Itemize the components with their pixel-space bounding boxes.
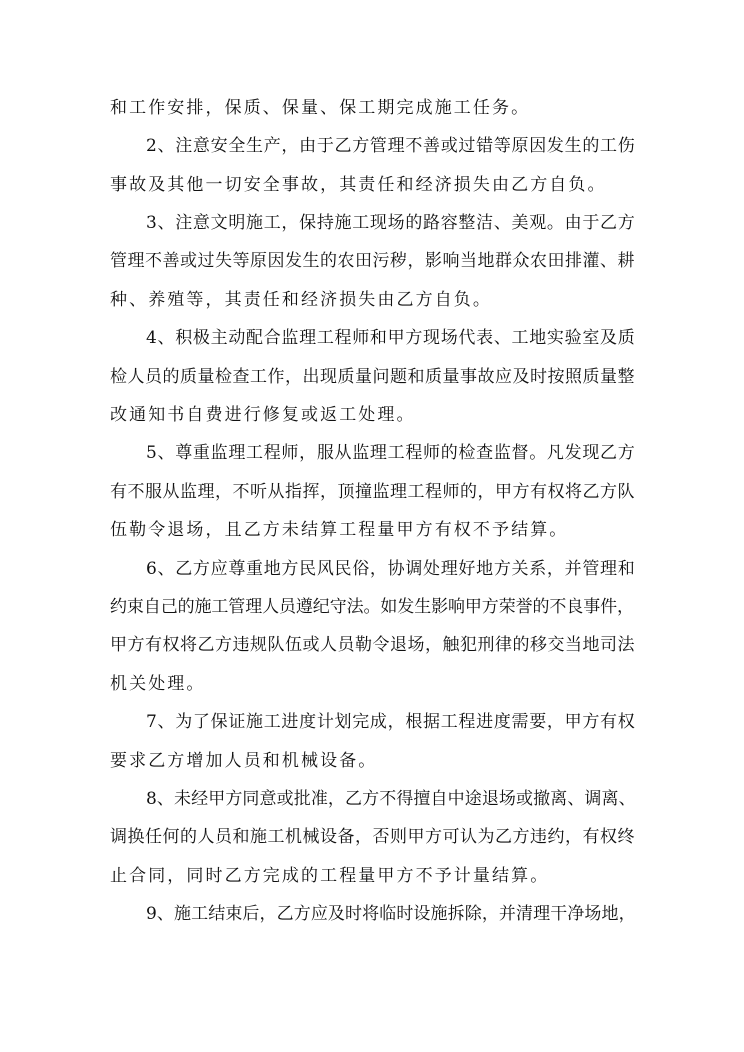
text-line: 要求乙方增加人员和机械设备。	[110, 751, 378, 771]
text-line: 和工作安排，保质、保量、保工期完成施工任务。	[110, 98, 531, 118]
paragraph-4-line-1: 4、积极主动配合监理工程师和甲方现场代表、工地实验室及质	[146, 328, 636, 348]
text-line: 检人员的质量检查工作，出现质量问题和质量事故应及时按照质量整	[110, 367, 635, 387]
text-line: 约束自己的施工管理人员遵纪守法。如发生影响甲方荣誉的不良事件，	[110, 597, 634, 617]
text-line: 有不服从监理，不听从指挥，顶撞监理工程师的，甲方有权将乙方队	[110, 482, 635, 502]
paragraph-5-line-1: 5、尊重监理工程师，服从监理工程师的检查监督。凡发现乙方	[146, 443, 636, 463]
paragraph-7-line-1: 7、为了保证施工进度计划完成，根据工程进度需要，甲方有权	[146, 712, 636, 732]
paragraph-3-line-1: 3、注意文明施工，保持施工现场的路容整洁、美观。由于乙方	[146, 213, 636, 233]
text-line: 调换任何的人员和施工机械设备，否则甲方可认为乙方违约，有权终	[110, 827, 635, 847]
paragraph-8-line-1: 8、未经甲方同意或批准，乙方不得擅自中途退场或撤离、调离、	[146, 789, 636, 809]
text-line: 机关处理。	[110, 674, 206, 694]
text-line: 事故及其他一切安全事故，其责任和经济损失由乙方自负。	[110, 175, 607, 195]
text-line: 甲方有权将乙方违规队伍或人员勒令退场，触犯刑律的移交当地司法	[110, 635, 635, 655]
text-line: 种、养殖等，其责任和经济损失由乙方自负。	[110, 290, 492, 310]
paragraph-9-line-1: 9、施工结束后，乙方应及时将临时设施拆除，并清理干净场地，	[146, 904, 636, 924]
paragraph-6-line-1: 6、乙方应尊重地方民风民俗，协调处理好地方关系，并管理和	[146, 559, 636, 579]
text-line: 管理不善或过失等原因发生的农田污秽，影响当地群众农田排灌、耕	[110, 251, 635, 271]
text-line: 止合同，同时乙方完成的工程量甲方不予计量结算。	[110, 866, 550, 886]
text-line: 改通知书自费进行修复或返工处理。	[110, 405, 416, 425]
paragraph-2-line-1: 2、注意安全生产，由于乙方管理不善或过错等原因发生的工伤	[146, 136, 636, 156]
text-line: 伍勒令退场，且乙方未结算工程量甲方有权不予结算。	[110, 520, 569, 540]
